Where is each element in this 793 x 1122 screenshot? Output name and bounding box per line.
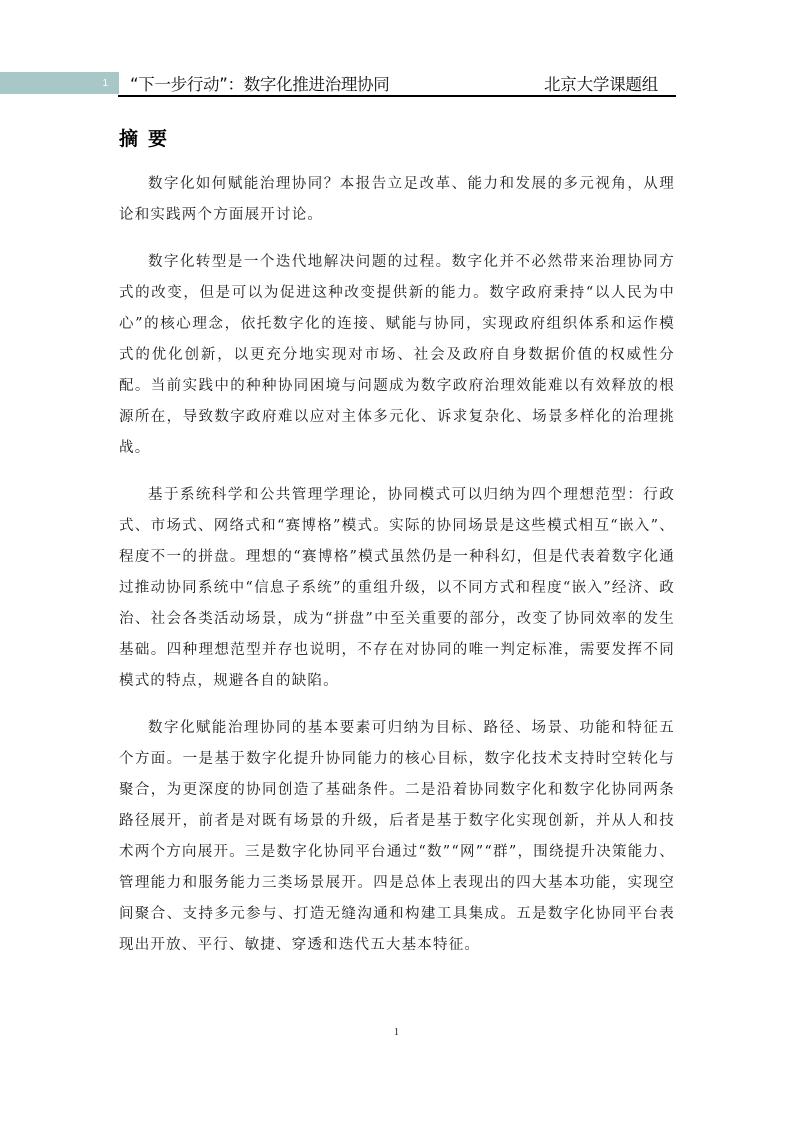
page-number: 1 <box>394 1027 399 1038</box>
header-divider <box>118 95 676 97</box>
header-color-bar <box>0 72 119 94</box>
running-header-organization: 北京大学课题组 <box>544 75 659 94</box>
abstract-body <box>119 169 675 977</box>
running-header-title: “下一步行动”：数字化推进治理协同 <box>130 75 390 94</box>
paragraph: 数字化赋能治理协同的基本要素可归纳为目标、路径、场景、功能和特征五个方面。一是基于数字化提升协同能力的核心目标，数字化技术支持时空转化与聚合，为更深度的协同创造了基础条件。二是沿着协同数字化和数字化协同两条路径展开，前者是对既有场景的升级，后者是基于数字化实现创新，并从人和技术两个方向展开。三是数字化协同平台通过“数”“网”“群”，围绕提升决策能力、管理能力和服务能力三类场景展开。四是总体上表现出的四大基本功能，实现空间聚合、支持多元参与、打造无缝沟通和构建工具集成。五是数字化协同平台表现出开放、平行、敏捷、穿透和迭代五大基本特征。 <box>119 720 675 953</box>
paragraph: 数字化如何赋能治理协同？本报告立足改革、能力和发展的多元视角，从理论和实践两个方面展开讨论。 <box>119 176 675 223</box>
header-bar-number: 1 <box>102 78 108 89</box>
section-heading: 摘要 <box>119 128 178 150</box>
paragraph: 数字化转型是一个迭代地解决问题的过程。数字化并不必然带来治理协同方式的改变，但是可以为促进这种改变提供新的能力。数字政府秉持“以人民为中心”的核心理念，依托数字化的连接、赋能与协同，实现政府组织体系和运作模式的优化创新，以更充分地实现对市场、社会及政府自身数据价值的权威性分配。当前实践中的种种协同困境与问题成为数字政府治理效能难以有效释放的根源所在，导致数字政府难以应对主体多元化、诉求复杂化、场景多样化的治理挑战。 <box>119 254 675 456</box>
paragraph: 基于系统科学和公共管理学理论，协同模式可以归纳为四个理想范型：行政式、市场式、网络式和“赛博格”模式。实际的协同场景是这些模式相互“嵌入”、程度不一的拼盘。理想的“赛博格”模式虽然仍是一种科幻，但是代表着数字化通过推动协同系统中“信息子系统”的重组升级，以不同方式和程度“嵌入”经济、政治、社会各类活动场景，成为“拼盘”中至关重要的部分，改变了协同效率的发生基础。四种理想范型并存也说明，不存在对协同的唯一判定标准，需要发挥不同模式的特点，规避各自的缺陷。 <box>119 487 675 689</box>
